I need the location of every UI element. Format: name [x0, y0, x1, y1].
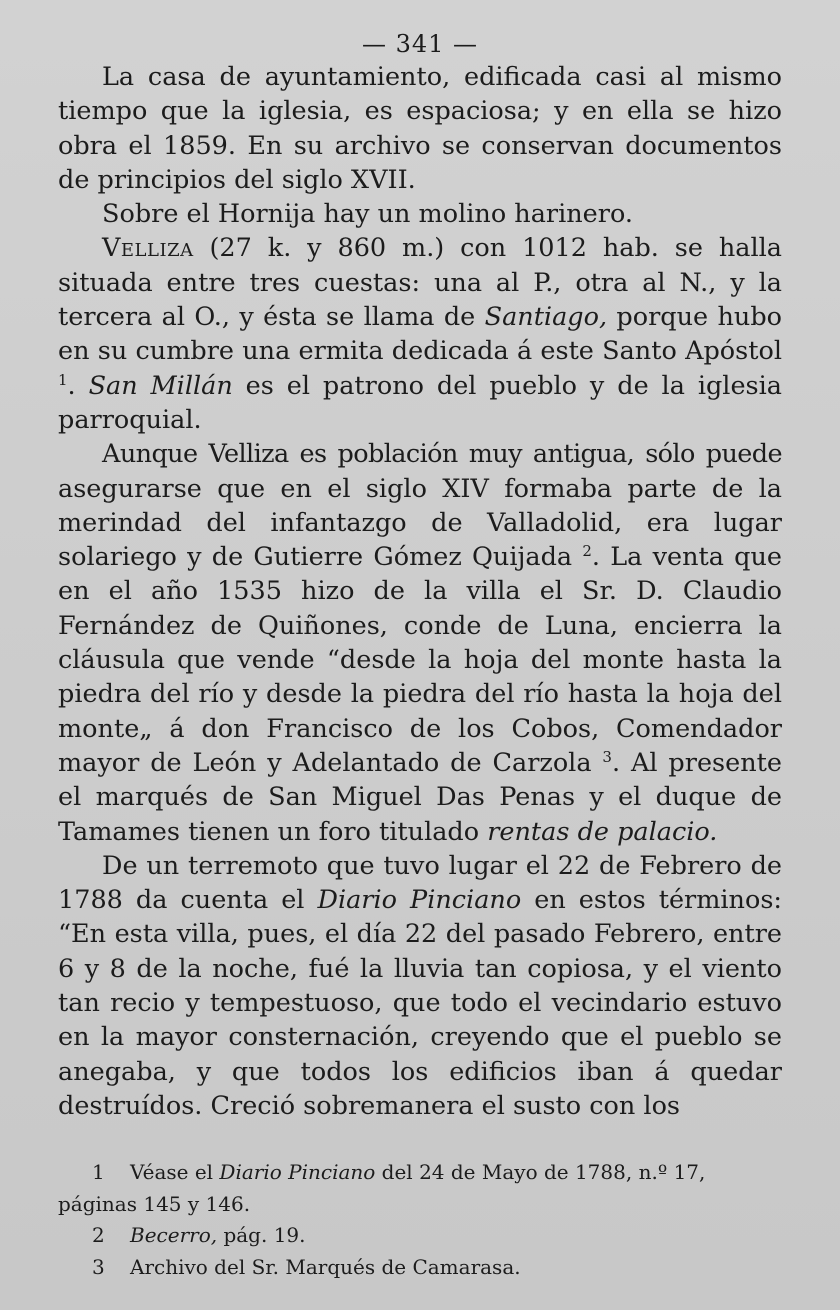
italic-text: rentas de palacio. — [487, 816, 718, 847]
italic-text: Diario Pinciano — [317, 885, 522, 916]
paragraph-velliza — [58, 231, 782, 437]
footnote-2 — [58, 1220, 782, 1252]
text-run: Véase el — [130, 1160, 220, 1184]
italic-text: Becerro, — [130, 1223, 218, 1247]
text-run: Sobre el Hornija hay un molino harinero. — [102, 199, 633, 230]
text-run: pág. 19. — [217, 1223, 306, 1247]
footnote-text — [130, 1255, 521, 1279]
footnote-marker: 1 — [58, 370, 68, 389]
footnote-number: 3 — [92, 1254, 105, 1279]
italic-text: Santiago, — [484, 302, 608, 333]
text-run: . — [67, 370, 89, 401]
footnote-text — [130, 1223, 306, 1247]
footnote-text — [58, 1160, 705, 1216]
text-run: . La venta que en el año 1535 hizo de la villa el Sr. D. Claudio Fernández de Quiñones, conde de Luna, encierra la cláusula que vende “desde la hoja del monte hasta la piedra del río y desde la piedra del río hasta la hoja del monte„ á don Francisco de los Cobos, Comendador mayor de León y Adelantado de Carzola — [58, 542, 782, 778]
text-run: es el patrono del pueblo y de la iglesia parroquial. — [58, 370, 782, 435]
footnote-number: 2 — [92, 1223, 105, 1247]
text-run: . Al presente el marqués de San Miguel Das Penas y el duque de Tamames tienen un foro titulado — [58, 747, 782, 847]
footnote-number: 1 — [92, 1160, 105, 1184]
text-run: (27 k. y 860 m.) con 1012 hab. se halla situada entre tres cuestas: una al P., otra al N., y la tercera al O., y ésta se llama de — [58, 233, 782, 333]
paragraph-mill — [58, 197, 782, 231]
footnote-3 — [58, 1252, 782, 1284]
text-run: La casa de ayuntamiento, edificada casi al mismo tiempo que la iglesia, es espaciosa; y en ella se hizo obra el 1859. En su archivo se conservan documentos de principios del siglo XVII. — [58, 62, 782, 195]
text-run: en estos términos: “En esta villa, pues, el día 22 del pasado Febrero, entre 6 y 8 de la noche, fué la lluvia tan copiosa, y el viento tan recio y tempestuoso, que todo el vecindario estuvo en la mayor consternación, creyendo que el pueblo se anegaba, y que todos los edificios iban á quedar destruídos. Creció sobremanera el susto con los — [58, 885, 783, 1121]
text-run: porque hubo en su cumbre una ermita dedicada á este Santo Apóstol — [58, 302, 782, 367]
footnote-1 — [58, 1157, 782, 1220]
text-run: Archivo del Sr. Marqués de Camarasa. — [130, 1254, 521, 1279]
page-number: — 341 — — [361, 30, 479, 58]
footnotes — [58, 1157, 782, 1283]
smallcaps-text: Velliza — [102, 233, 194, 264]
body-text — [58, 60, 782, 1123]
footnote-marker: 2 — [582, 542, 592, 561]
text-run: del 24 de Mayo de 1788, n.º 17, páginas 145 y 146. — [58, 1160, 706, 1216]
text-run: De un terremoto que tuvo lugar el 22 de Febrero de 1788 da cuenta el — [58, 850, 782, 916]
text-run: asegurarse que en el siglo XIV formaba parte de la merindad del infantazgo de Valladolid, era lugar solariego y de Gutierre Gómez Quijada — [58, 473, 782, 573]
paragraph-history — [58, 437, 782, 849]
paragraph-town-hall — [58, 60, 782, 197]
footnote-marker: 3 — [602, 747, 612, 766]
italic-text: Diario Pinciano — [219, 1160, 376, 1184]
italic-text: San Millán — [88, 370, 233, 401]
text-run: Aunque Velliza es población muy antigua, sólo puede — [102, 439, 782, 470]
paragraph-earthquake — [58, 849, 782, 1123]
